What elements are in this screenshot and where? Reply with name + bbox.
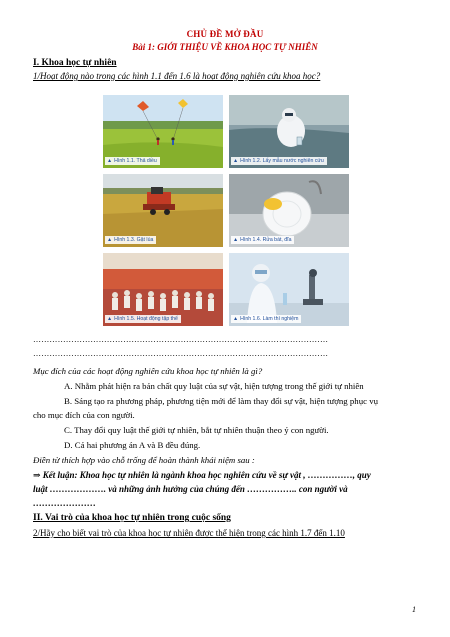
figure-1-2 [229, 95, 349, 168]
topic-title: CHỦ ĐỀ MỞ ĐẦU [186, 29, 264, 39]
option-b[interactable]: B. Sáng tạo ra phương pháp, phương tiện mới để làm thay đổi sự vật, hiện tượng phục vụ [64, 396, 379, 406]
question-1: 1/Hoạt động nào trong các hình 1.1 đến 1.6 là hoạt động nghiên cứu khoa học? [33, 71, 321, 81]
lesson-title: Bài 1: GIỚI THIỆU VỀ KHOA HỌC TỰ NHIÊN [132, 42, 318, 52]
question-2: 2/Hãy cho biết vai trò của khoa học tự nhiên được thể hiện trong các hình 1.7 đến 1.10 [33, 528, 345, 538]
option-d[interactable]: D. Cả hai phương án A và B đều đúng. [64, 440, 201, 450]
option-c[interactable]: C. Thay đổi quy luật thế giới tự nhiên, bắt tự nhiên thuận theo ý con người. [64, 425, 329, 435]
option-a[interactable]: A. Nhằm phát hiện ra bản chất quy luật của sự vật, hiện tượng trong thế giới tự nhiên [64, 381, 364, 391]
conclusion-block [33, 468, 417, 510]
answer-line-2[interactable]: ……………………………………………………………………………………………… [33, 349, 329, 358]
conclusion-line-3: ………………… [33, 498, 96, 508]
conclusion-line-1: Kết luận: Khoa học tự nhiên là ngành khoa học nghiên cứu về sự vật , ……………, quy [42, 470, 371, 480]
purpose-question: Mục đích của các hoạt động nghiên cứu khoa học tự nhiên là gì? [33, 366, 263, 376]
section2-heading: II. Vai trò của khoa học tự nhiên trong cuộc sống [33, 513, 231, 523]
figure-1-6 [229, 253, 349, 326]
section1-heading: I. Khoa học tự nhiên [33, 58, 117, 68]
figure-grid [103, 95, 349, 327]
figure-1-4-caption: ▲ Hình 1.4. Rửa bát, đĩa [231, 236, 294, 244]
fill-instruction: Điền từ thích hợp vào chỗ trống để hoàn thành khái niệm sau : [33, 455, 255, 465]
figure-1-2-caption: ▲ Hình 1.2. Lấy mẫu nước nghiên cứu [231, 157, 327, 165]
page-number: 1 [412, 605, 416, 614]
figure-1-5 [103, 253, 223, 326]
figure-1-3 [103, 174, 223, 247]
arrow-icon: ⇒ [33, 470, 41, 480]
figure-1-3-caption: ▲ Hình 1.3. Gặt lúa [105, 236, 156, 244]
conclusion-line-2: luật ………………. và những ảnh hưởng của chúng đến …………….. con người và [33, 484, 348, 494]
figure-1-6-caption: ▲ Hình 1.6. Làm thí nghiệm [231, 315, 301, 323]
answer-line-1[interactable]: ……………………………………………………………………………………………… [33, 335, 329, 344]
figure-1-4 [229, 174, 349, 247]
figure-1-5-caption: ▲ Hình 1.5. Hoạt động tập thể [105, 315, 181, 323]
figure-1-1 [103, 95, 223, 168]
figure-1-1-caption: ▲ Hình 1.1. Thả diều [105, 157, 160, 165]
option-b-continued: cho mục đích của con người. [33, 410, 135, 420]
